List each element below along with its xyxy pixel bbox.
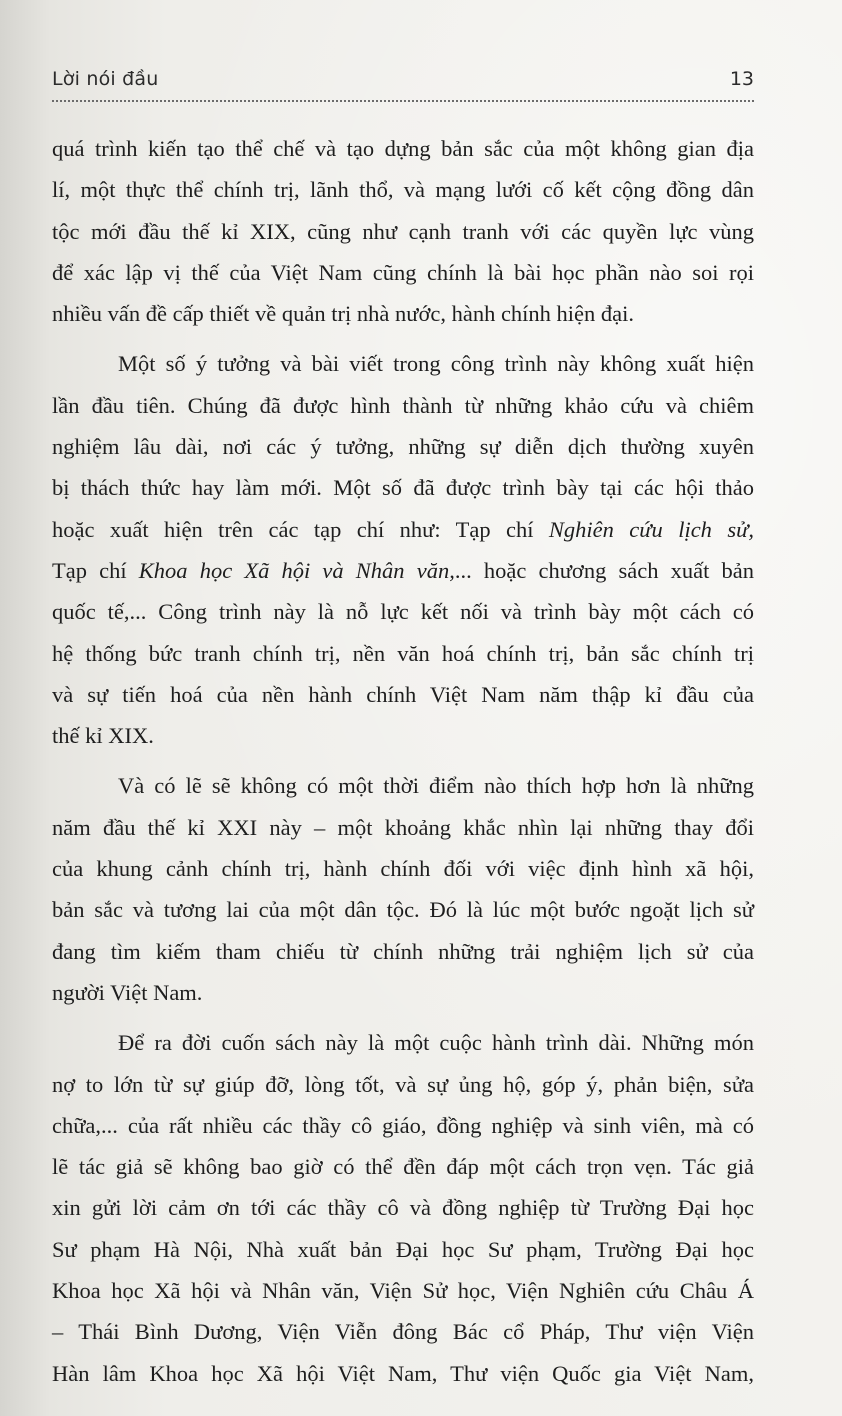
text-line: của khung cảnh chính trị, hành chính đối với việc định hình xã hội,: [52, 856, 754, 882]
text-line: Một số ý tưởng và bài viết trong công trình này không xuất hiện: [118, 351, 754, 377]
text-line: – Thái Bình Dương, Viện Viễn đông Bác cổ Pháp, Thư viện Viện: [52, 1319, 754, 1345]
page-header: [52, 66, 754, 100]
text-line: Hàn lâm Khoa học Xã hội Việt Nam, Thư viện Quốc gia Việt Nam,: [52, 1360, 754, 1386]
text-line: bị thách thức hay làm mới. Một số đã được trình bày tại các hội thảo: [52, 475, 754, 501]
text-line: và sự tiến hoá của nền hành chính Việt Nam năm thập kỉ đầu của: [52, 681, 754, 707]
text-line: năm đầu thế kỉ XXI này – một khoảng khắc nhìn lại những thay đổi: [52, 814, 754, 840]
text-line: nợ to lớn từ sự giúp đỡ, lòng tốt, và sự ủng hộ, góp ý, phản biện, sửa: [52, 1071, 754, 1097]
paragraph-2: [52, 343, 754, 756]
text-line: tộc mới đầu thế kỉ XIX, cũng như cạnh tranh với các quyền lực vùng: [52, 218, 754, 244]
text-line: lí, một thực thể chính trị, lãnh thổ, và mạng lưới cố kết cộng đồng dân: [52, 177, 754, 203]
text-line: người Việt Nam.: [52, 979, 203, 1005]
text-line: Để ra đời cuốn sách này là một cuộc hành trình dài. Những món: [118, 1030, 754, 1056]
text-line-with-journal-title: [52, 550, 754, 591]
text-segment: Tạp chí: [52, 557, 139, 583]
text-line: Sư phạm Hà Nội, Nhà xuất bản Đại học Sư phạm, Trường Đại học: [52, 1236, 754, 1262]
text-line: quốc tế,... Công trình này là nỗ lực kết nối và trình bày một cách có: [52, 599, 754, 625]
text-line: chữa,... của rất nhiều các thầy cô giáo, đồng nghiệp và sinh viên, mà có: [52, 1112, 754, 1138]
header-divider: [52, 100, 754, 102]
text-line: nghiệm lâu dài, nơi các ý tưởng, những sự diễn dịch thường xuyên: [52, 434, 754, 460]
text-line: thế kỉ XIX.: [52, 723, 154, 749]
paragraph-3: [52, 765, 754, 1013]
text-line: quá trình kiến tạo thể chế và tạo dựng bản sắc của một không gian địa: [52, 136, 754, 161]
journal-title: Khoa học Xã hội và Nhân văn,: [138, 557, 455, 583]
paragraph-1: [52, 128, 754, 334]
paragraph-4: [52, 1022, 754, 1394]
text-line: đang tìm kiếm tham chiếu từ chính những trải nghiệm lịch sử của: [52, 938, 754, 964]
text-line: bản sắc và tương lai của một dân tộc. Đó là lúc một bước ngoặt lịch sử: [52, 897, 754, 923]
text-line: lần đầu tiên. Chúng đã được hình thành từ những khảo cứu và chiêm: [52, 392, 754, 418]
text-line: Khoa học Xã hội và Nhân văn, Viện Sử học, Viện Nghiên cứu Châu Á: [52, 1278, 754, 1304]
text-line: để xác lập vị thế của Việt Nam cũng chính là bài học phần nào soi rọi: [52, 259, 754, 285]
text-segment: ... hoặc chương sách xuất bản: [454, 557, 754, 583]
text-line: hệ thống bức tranh chính trị, nền văn hoá chính trị, bản sắc chính trị: [52, 640, 754, 666]
body-text: [52, 128, 754, 1394]
text-line: nhiều vấn đề cấp thiết về quản trị nhà nước, hành chính hiện đại.: [52, 301, 635, 327]
text-line: lẽ tác giả sẽ không bao giờ có thể đền đáp một cách trọn vẹn. Tác giả: [52, 1154, 754, 1180]
text-line-with-journal-title: [52, 509, 754, 550]
journal-title: Nghiên cứu lịch sử,: [548, 516, 754, 542]
text-segment: hoặc xuất hiện trên các tạp chí như: Tạp chí: [52, 516, 549, 542]
text-line: xin gửi lời cảm ơn tới các thầy cô và đồng nghiệp từ Trường Đại học: [52, 1195, 754, 1221]
running-title: Lời nói đầu: [52, 68, 159, 90]
text-line: Và có lẽ sẽ không có một thời điểm nào thích hợp hơn là những: [118, 773, 754, 799]
page-number: 13: [729, 68, 754, 90]
